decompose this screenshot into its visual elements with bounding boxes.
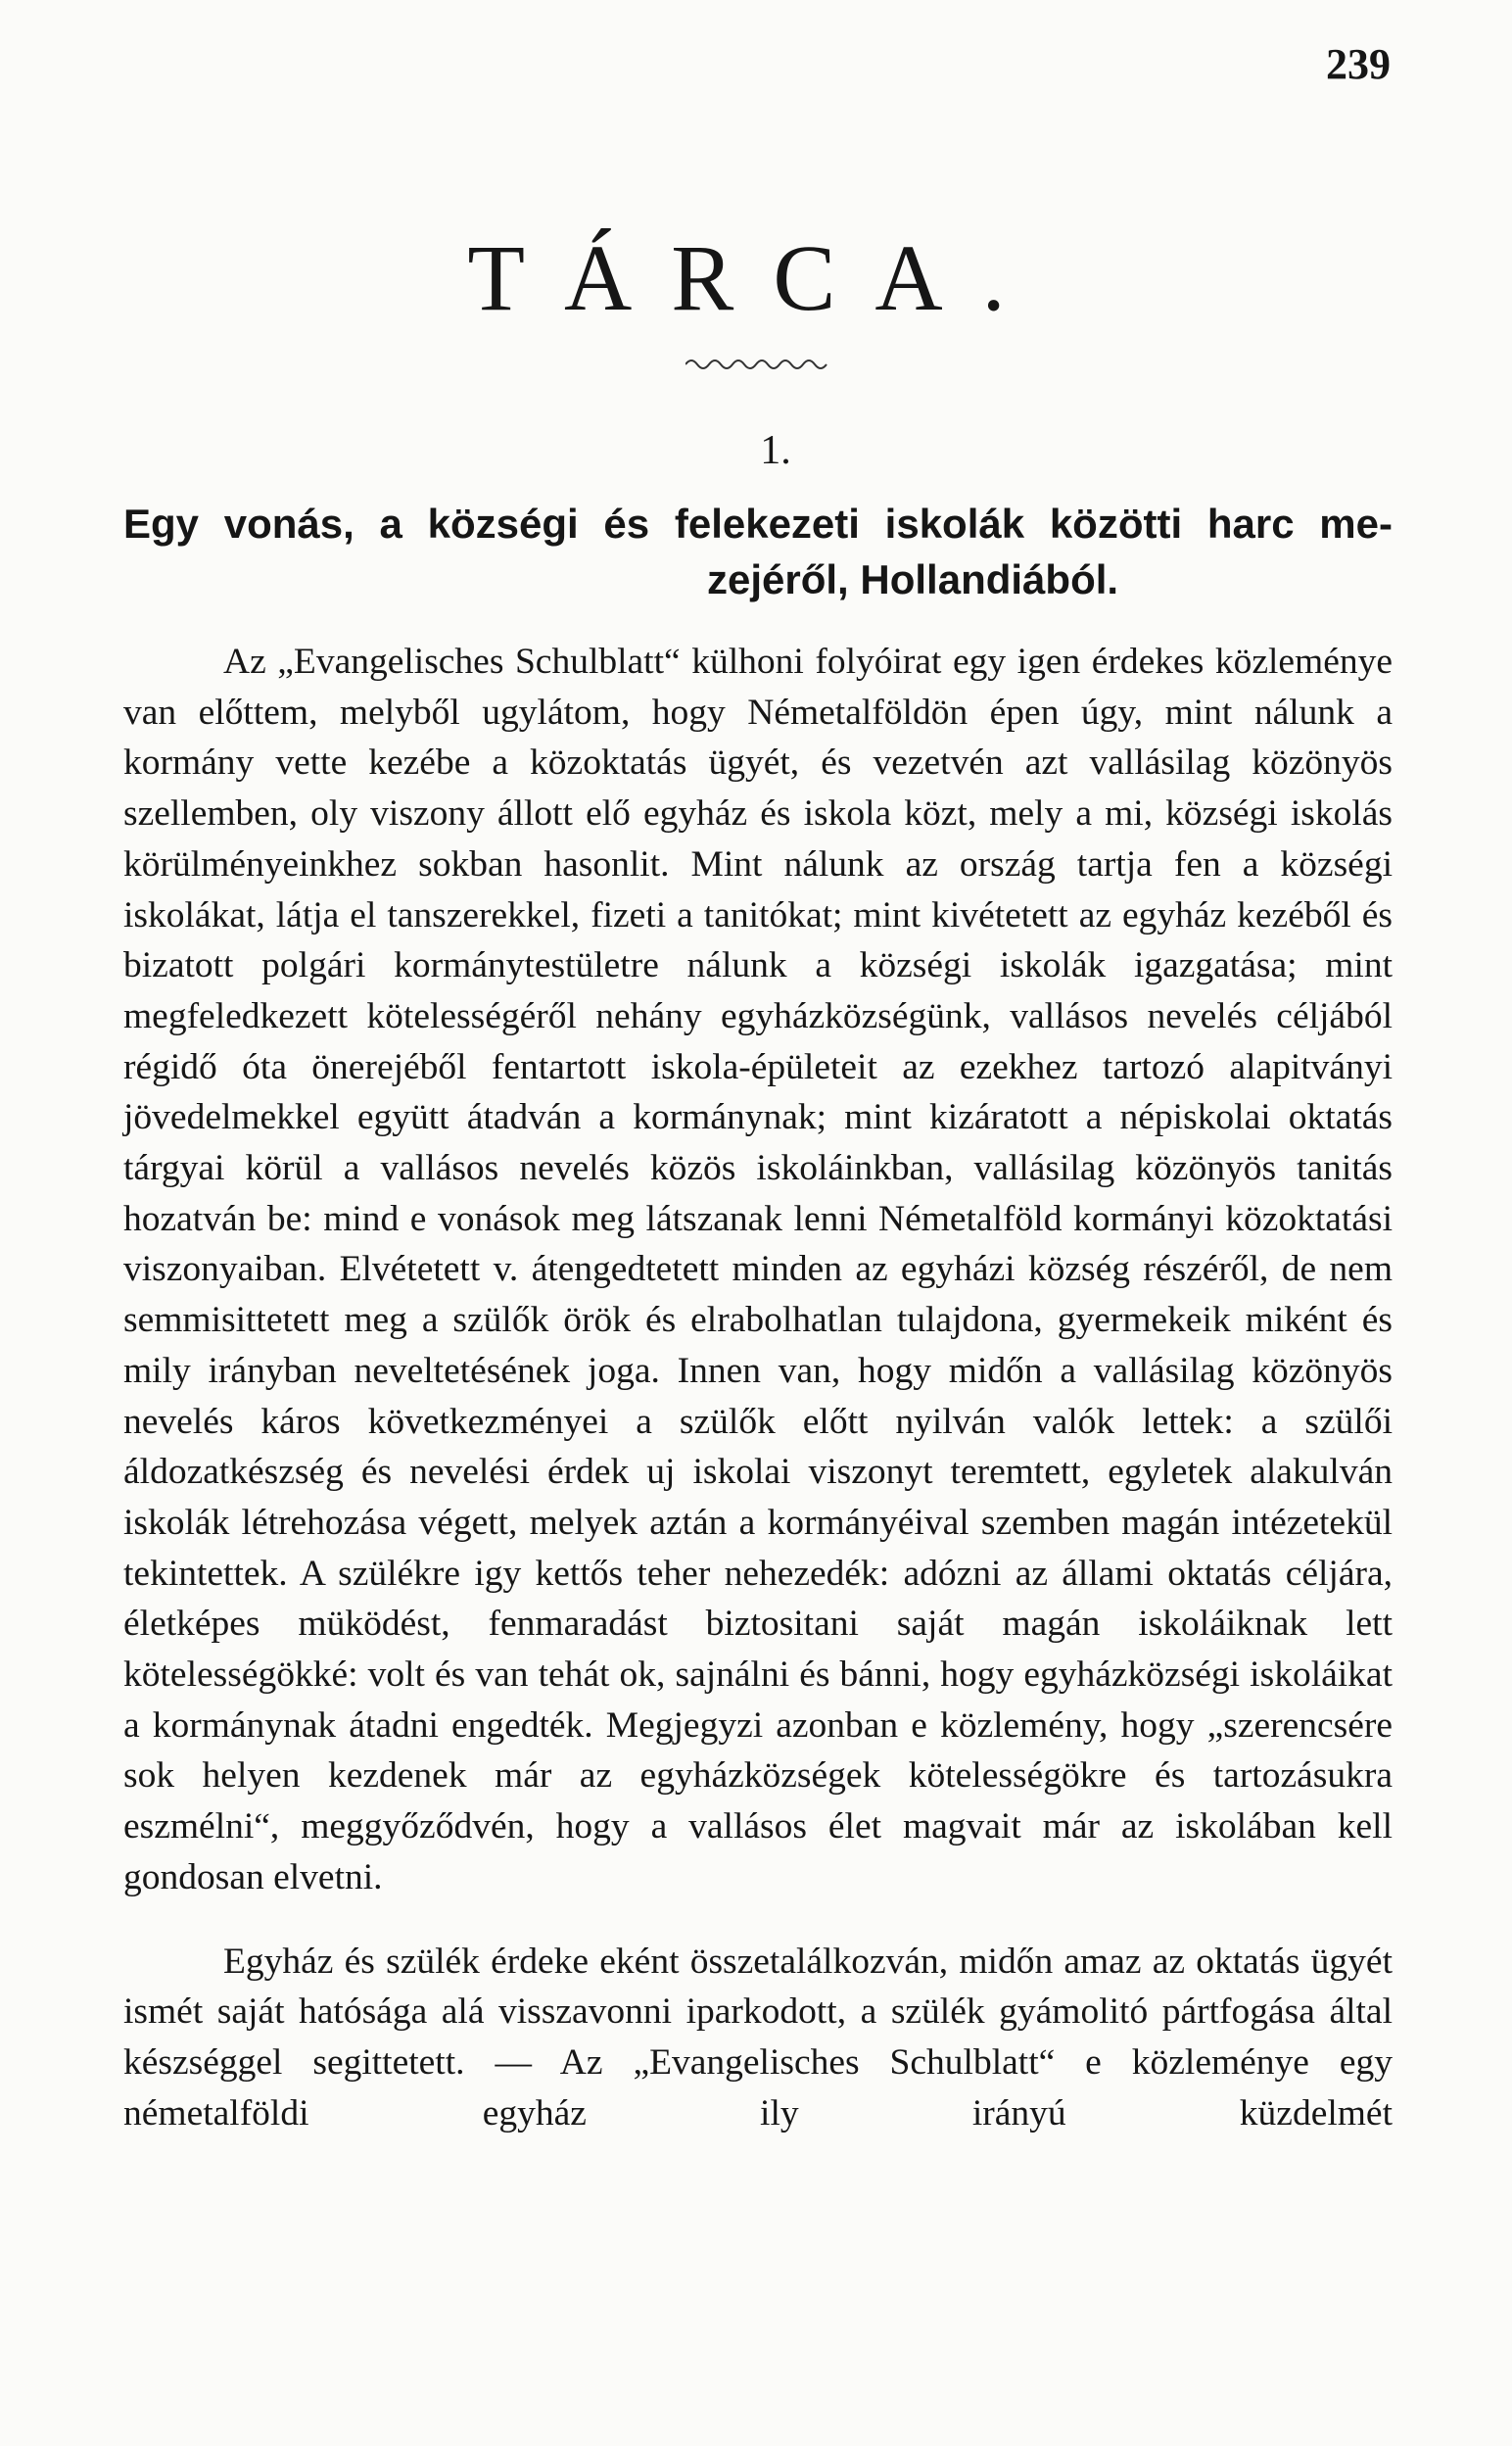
section-number: 1. xyxy=(760,428,791,473)
page-number: 239 xyxy=(1326,40,1391,88)
article-title-line-1: Egy vonás, a községi és felekezeti iskolák közötti harc me- xyxy=(123,501,1393,547)
decorative-wavy-rule xyxy=(685,353,832,372)
body-paragraph-2: Egyház és szülék érdeke eként összetalálkozván, midőn amaz az oktatás ügyét ismét saját hatósága alá visszavonni iparkodott, a szülék gyámolitó pártfogása által készséggel segittetett. — Az „Evangelisches Schulblatt“ e közleménye egy németalföldi egyház ily irányú küzdelmét xyxy=(123,1941,1393,2134)
body-paragraph-1: Az „Evangelisches Schulblatt“ külhoni folyóirat egy igen érdekes közleménye van előttem, melyből ugylátom, hogy Németalföldön épen úgy, mint nálunk a kormány vette kezébe a közoktatás ügyét, és vezetvén azt vallásilag közönyös szellemben, oly viszony állott elő egyház és iskola közt, mely a mi, községi iskolás körülményeinkhez sokban hasonlit. Mint nálunk az ország tartja fen a községi iskolákat, látja el tanszerekkel, fizeti a tanitókat; mint kivétetett az egyház kezéből és bizatott polgári kormánytestületre nálunk a községi iskolák igazgatása; mint megfeledkezett kötelességéről nehány egyházközségünk, vallásos nevelés céljából régidő óta önerejéből fentartott iskola-épületeit az ezekhez tartozó alapitványi jövedelmekkel együtt átadván a kormánynak; mint kizáratott a népiskolai oktatás tárgyai körül a vallásos nevelés közös iskoláinkban, vallásilag közönyös tanitás hozatván be: mind e vonások meg látszanak lenni Németalföld kormányi közoktatási viszonyaiban. Elvétetett v. átengedtetett minden az egyházi község részéről, de nem semmisittetett meg a szülők örök és elrabolhatlan tulajdona, gyermekeik miként és mily irányban neveltetésének joga. Innen van, hogy midőn a vallásilag közönyös nevelés káros következményei a szülők előtt nyilván valók lettek: a szülői áldozatkészség és nevelési érdek uj iskolai viszonyt teremtett, egyletek alakulván iskolák létrehozása végett, melyek aztán a kormányéival szemben magán intézetekül tekintettek. A szülékre igy kettős teher nehezedék: adózni az állami oktatás céljára, életképes müködést, fenmaradást biztositani saját magán iskoláiknak lett kötelességökké: volt és van tehát ok, sajnálni és bánni, hogy egyházközségi iskoláikat a kormánynak átadni engedték. Megjegyzi azonban e közlemény, hogy „szerencsére sok helyen kezdenek már az egyházközségek kötelességökre és tartozásukra eszmélni“, meggyőződvén, hogy a vallásos élet magvait már az iskolában kell gondosan elvetni. xyxy=(123,642,1393,1897)
article-body xyxy=(123,637,1393,2138)
masthead-title: TÁRCA. xyxy=(467,225,1045,330)
article-title xyxy=(123,496,1393,607)
article-title-line-2: zejéről, Hollandiából. xyxy=(707,556,1119,602)
